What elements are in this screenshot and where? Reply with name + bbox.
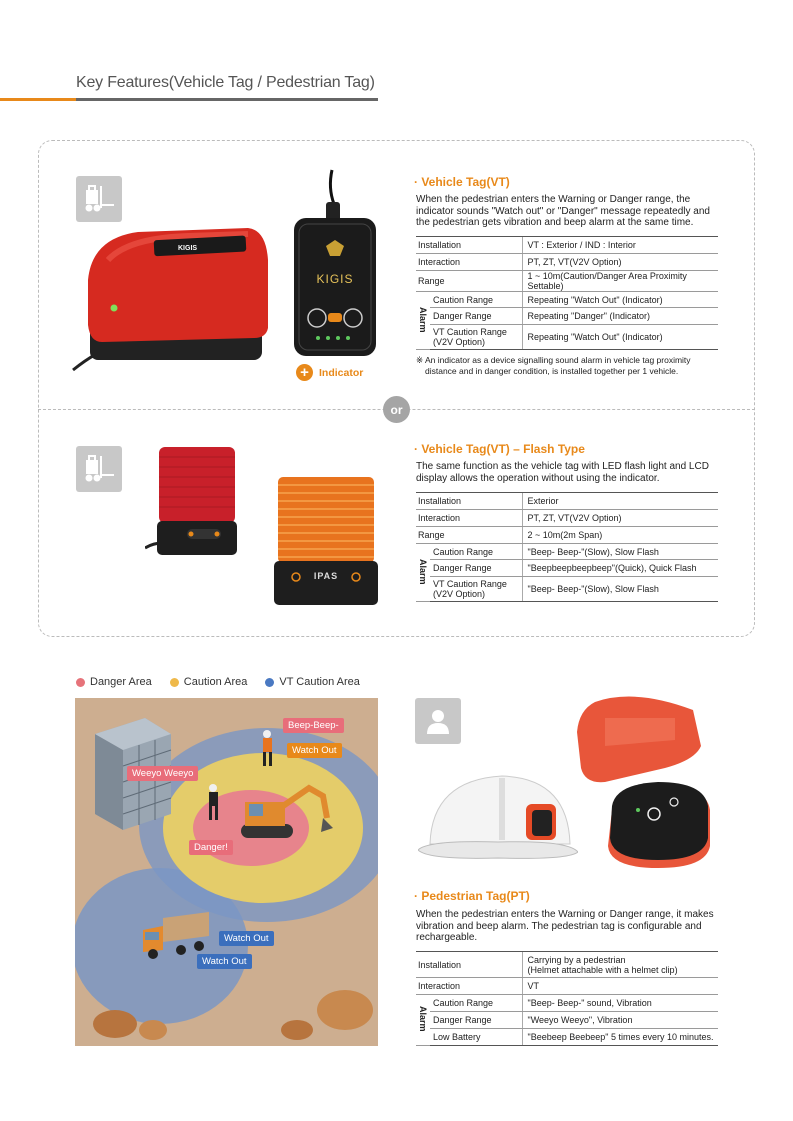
spec-value: Repeating "Danger" (Indicator) [522, 308, 718, 325]
table-row [416, 493, 718, 510]
legend-dot-icon [265, 678, 274, 687]
vt-description: When the pedestrian enters the Warning or Danger range, the indicator sounds "Watch out" or "Danger" message repeatedly and the pedestrian gets vibration and beep alarm at the same time. [416, 194, 710, 228]
table-row [416, 237, 718, 254]
table-row [416, 271, 718, 292]
legend-dot-icon [76, 678, 85, 687]
forklift-icon [76, 176, 122, 222]
pedestrian-tag-clip [575, 688, 709, 788]
spec-value: "Beebeep Beebeep" 5 times every 10 minutes. [522, 1029, 718, 1046]
flash-device-large [274, 475, 378, 607]
table-row [416, 560, 718, 577]
area-map-illustration [75, 698, 378, 1046]
table-row [416, 325, 718, 350]
spec-value: "Beep- Beep-"(Slow), Slow Flash [522, 577, 718, 602]
table-row [416, 292, 718, 308]
map-label-weeyo: Weeyo Weeyo [127, 766, 198, 781]
spec-label: Danger Range [430, 560, 522, 577]
area-legend [76, 676, 360, 688]
pedestrian-icon [415, 698, 461, 744]
spec-value: PT, ZT, VT(V2V Option) [522, 510, 718, 527]
helmet-with-tag [418, 770, 578, 874]
spec-label: Range [416, 271, 522, 292]
spec-label: Interaction [416, 510, 522, 527]
spec-value: Exterior [522, 493, 718, 510]
spec-label: Installation [416, 952, 522, 978]
spec-label: Low Battery [430, 1029, 522, 1046]
table-row [416, 1012, 718, 1029]
map-label-danger: Danger! [189, 840, 233, 855]
indicator-device [290, 168, 380, 358]
table-row [416, 544, 718, 560]
spec-label: Interaction [416, 978, 522, 995]
spec-label: Caution Range [430, 292, 522, 308]
spec-value: Repeating "Watch Out" (Indicator) [522, 325, 718, 350]
forklift-icon [76, 446, 122, 492]
map-label-beep: Beep-Beep- [283, 718, 344, 733]
alarm-label: Alarm [416, 995, 430, 1046]
table-row [416, 254, 718, 271]
flash-brand: IPAS [313, 571, 339, 581]
table-row [416, 577, 718, 602]
legend-item-vt-caution: VT Caution Area [265, 676, 360, 688]
spec-value: VT : Exterior / IND : Interior [522, 237, 718, 254]
page-title: Key Features(Vehicle Tag / Pedestrian Tag) [76, 74, 375, 91]
spec-label: Danger Range [430, 308, 522, 325]
pedestrian-tag-device [602, 780, 714, 872]
indicator-label-text: Indicator [319, 366, 364, 379]
pt-description: When the pedestrian enters the Warning or Danger range, it makes vibration and beep alarm. The pedestrian tag is configurable and rechargeable. [416, 909, 714, 943]
title-rule-accent [0, 98, 76, 101]
table-row [416, 308, 718, 325]
vt-heading: · Vehicle Tag(VT) [414, 175, 510, 189]
spec-label: Danger Range [430, 1012, 522, 1029]
table-row [416, 952, 718, 978]
spec-value: "Beep- Beep-"(Slow), Slow Flash [522, 544, 718, 560]
flash-spec-table [416, 492, 718, 602]
or-badge: or [383, 396, 410, 423]
vt-spec-table [416, 236, 718, 350]
spec-value: Carrying by a pedestrian (Helmet attachable with a helmet clip) [522, 952, 718, 978]
table-row [416, 978, 718, 995]
spec-label: VT Caution Range (V2V Option) [430, 325, 522, 350]
legend-dot-icon [170, 678, 179, 687]
table-row [416, 1029, 718, 1046]
map-label-watch-out: Watch Out [287, 743, 342, 758]
device-brand: KIGIS [178, 245, 198, 252]
indicator-brand: KIGIS [316, 272, 354, 286]
spec-label: VT Caution Range (V2V Option) [430, 577, 522, 602]
table-row [416, 527, 718, 544]
alarm-label: Alarm [416, 292, 430, 350]
spec-label: Caution Range [430, 544, 522, 560]
legend-item-danger: Danger Area [76, 676, 152, 688]
spec-label: Installation [416, 237, 522, 254]
legend-item-caution: Caution Area [170, 676, 248, 688]
spec-label: Interaction [416, 254, 522, 271]
pt-spec-table [416, 951, 718, 1046]
spec-value: "Beep- Beep-" sound, Vibration [522, 995, 718, 1012]
flash-heading: · Vehicle Tag(VT) – Flash Type [414, 442, 585, 456]
map-label-watch-out: Watch Out [219, 931, 274, 946]
spec-label: Range [416, 527, 522, 544]
map-label-watch-out: Watch Out [197, 954, 252, 969]
plus-icon: + [296, 364, 313, 381]
table-row [416, 510, 718, 527]
spec-label: Caution Range [430, 995, 522, 1012]
alarm-label: Alarm [416, 544, 430, 602]
flash-device-small [145, 443, 245, 563]
flash-description: The same function as the vehicle tag with LED flash light and LCD display allows the operation without using the indicator. [416, 461, 709, 484]
spec-value: "Beepbeepbeepbeep"(Quick), Quick Flash [522, 560, 718, 577]
vehicle-tag-device [68, 220, 268, 380]
vt-note: ※ An indicator as a device signalling sound alarm in vehicle tag proximity distance and in danger condition, is installed together per 1 vehicle. [416, 355, 691, 376]
spec-label: Installation [416, 493, 522, 510]
spec-value: 1 ~ 10m(Caution/Danger Area Proximity Settable) [522, 271, 718, 292]
pt-heading: · Pedestrian Tag(PT) [414, 889, 530, 903]
spec-value: PT, ZT, VT(V2V Option) [522, 254, 718, 271]
spec-value: 2 ~ 10m(2m Span) [522, 527, 718, 544]
spec-value: "Weeyo Weeyo", Vibration [522, 1012, 718, 1029]
table-row [416, 995, 718, 1012]
indicator-label [296, 364, 363, 381]
title-rule [76, 98, 378, 101]
spec-value: VT [522, 978, 718, 995]
spec-value: Repeating "Watch Out" (Indicator) [522, 292, 718, 308]
